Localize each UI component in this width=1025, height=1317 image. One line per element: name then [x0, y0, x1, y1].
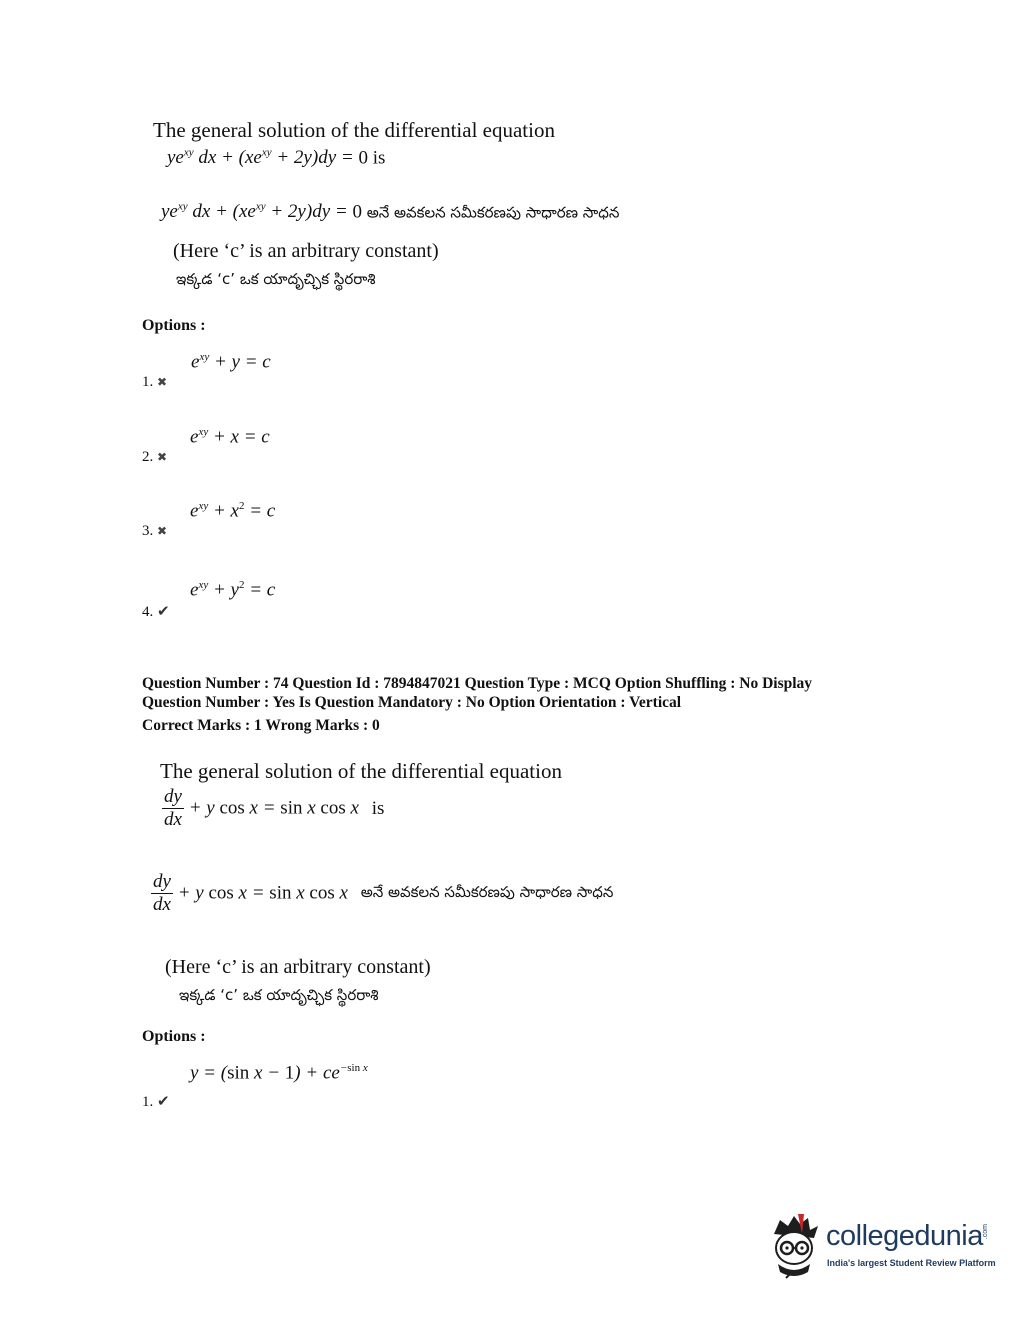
q2-meta-line-1: Question Number : 74 Question Id : 7894847021 Question Type : MCQ Option Shuffling : No Display: [142, 675, 813, 692]
q2-option-1-number: 1.: [142, 1094, 154, 1110]
q1-telugu-text: అనే అవకలన సమీకరణపు సాధారణ సాధన: [366, 203, 620, 222]
q2-meta-line-2: Question Number : Yes Is Question Mandatory : No Option Orientation : Vertical: [142, 694, 682, 711]
q1-equation: $ye^{xy}$ dx + $(xe^{xy} + 2y)dy = 0$ is: [167, 147, 386, 169]
q2-title: The general solution of the differential equation: [160, 759, 562, 783]
cross-icon: ✖: [157, 375, 168, 389]
q1-option-2[interactable]: [142, 449, 167, 466]
logo-suffix: .com: [982, 1224, 989, 1240]
q2-telugu-equation: $\frac{dy}{dx}$ + y cos x = sin x cos x అనే అవకలన సమీకరణపు సాధారణ సాధన: [153, 871, 614, 915]
cross-icon: ✖: [157, 450, 168, 464]
q2-constant-note-telugu: ఇక్కడ ‘c’ ఒక యాదృచ్ఛిక స్థిరరాశి: [179, 986, 379, 1004]
logo-tagline: India's largest Student Review Platform: [827, 1258, 996, 1268]
q1-option-1[interactable]: [142, 374, 167, 391]
check-icon: ✔: [157, 604, 170, 620]
q2-dy-dx-fraction-2: $\frac{dy}{dx}$: [153, 871, 171, 915]
q1-option-3[interactable]: [142, 523, 167, 540]
q1-option-1-number: 1.: [142, 374, 154, 390]
q1-option-1-formula: $e^{xy} + y = c$: [191, 351, 271, 373]
q1-option-2-number: 2.: [142, 449, 154, 465]
q2-dy-dx-fraction: $\frac{dy}{dx}$: [164, 786, 182, 830]
q2-equation: $\frac{dy}{dx}$ + y cos x = sin x cos x is: [164, 786, 385, 830]
q2-equation-suffix: is: [371, 797, 385, 819]
q1-option-4-formula: $e^{xy} + y^2 = c$: [190, 579, 276, 601]
q1-option-4[interactable]: [142, 602, 170, 621]
q1-options-label: Options :: [142, 317, 206, 334]
q2-options-label: Options :: [142, 1028, 206, 1045]
logo-name: collegedunia: [826, 1220, 983, 1252]
student-mascot-icon: [768, 1212, 826, 1282]
q1-telugu-equation: $ye^{xy}$ dx + $(xe^{xy} + 2y)dy = 0$ అనే అవకలన సమీకరణపు సాధారణ సాధన: [161, 201, 620, 223]
cross-icon: ✖: [157, 524, 168, 538]
q1-option-3-number: 3.: [142, 523, 154, 539]
check-icon: ✔: [157, 1094, 170, 1110]
q1-equation-suffix: is: [372, 147, 386, 169]
q1-constant-note: (Here ‘c’ is an arbitrary constant): [173, 240, 439, 262]
q2-constant-note: (Here ‘c’ is an arbitrary constant): [165, 956, 431, 978]
q1-option-2-formula: $e^{xy} + x = c$: [190, 426, 270, 448]
collegedunia-logo[interactable]: [768, 1212, 998, 1282]
q2-telugu-text: అనే అవకలన సమీకరణపు సాధారణ సాధన: [360, 882, 614, 901]
q2-option-1[interactable]: [142, 1092, 170, 1111]
q1-title: The general solution of the differential equation: [153, 118, 555, 142]
q2-option-1-formula: y = (sin $x - 1) + ce^{-sin x}$: [190, 1062, 368, 1084]
q1-option-3-formula: $e^{xy} + x^2 = c$: [190, 500, 276, 522]
q2-meta-line-3: Correct Marks : 1 Wrong Marks : 0: [142, 717, 380, 734]
q1-option-4-number: 4.: [142, 604, 154, 620]
q1-constant-note-telugu: ఇక్కడ ‘c’ ఒక యాదృచ్ఛిక స్థిరరాశి: [176, 270, 376, 288]
